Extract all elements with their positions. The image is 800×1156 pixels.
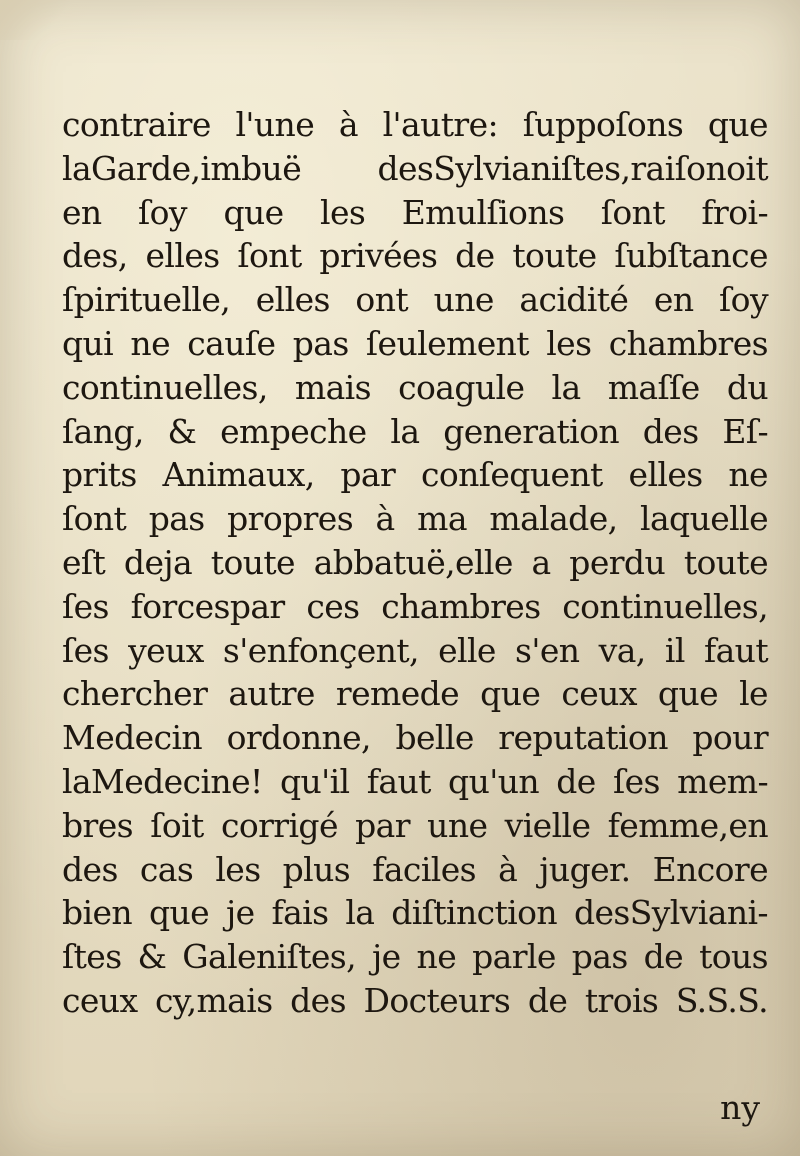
text-line-15: Medecin ordonne, belle reputation pour [62, 718, 768, 758]
text-line-12: ſes forcespar ces chambres continuelles, [62, 586, 768, 626]
text-line-2: laGarde,imbuë desSylvianiſtes,raiſonoit [62, 148, 768, 188]
text-line-9: prits Animaux, par conſequent elles ne [62, 455, 768, 495]
text-line-5: ſpirituelle, elles ont une acidité en ſoy [62, 280, 768, 320]
text-line-19: bien que je fais la diſtinction desSylviani- [62, 893, 768, 933]
text-line-8: ſang, & empeche la generation des Eſ- [62, 411, 768, 451]
page-corner-damage [0, 0, 70, 40]
text-line-17: bres ſoit corrigé par une vielle femme,en [62, 805, 768, 845]
text-line-21: ceux cy,mais des Docteurs de trois S.S.S. [62, 980, 768, 1020]
text-line-20: ſtes & Galeniſtes, je ne parle pas de tous [62, 937, 768, 977]
text-line-4: des, elles ſont privées de toute ſubſtance [62, 236, 768, 276]
text-line-18: des cas les plus faciles à juger. Encore [62, 849, 768, 889]
text-line-3: en ſoy que les Emulſions ſont froi- [62, 192, 768, 232]
text-line-13: ſes yeux s'enfonçent, elle s'en va, il faut [62, 630, 768, 670]
text-line-6: qui ne cauſe pas ſeulement les chambres [62, 323, 768, 363]
text-line-1: contraire l'une à l'autre: ſuppoſons que [62, 105, 768, 144]
text-line-7: continuelles, mais coagule la maſſe du [62, 367, 768, 407]
text-line-10: ſont pas propres à ma malade, laquelle [62, 499, 768, 539]
text-line-11: eſt deja toute abbatuë,elle a perdu toute [62, 542, 768, 582]
catchword: ny [720, 1088, 760, 1127]
body-text [62, 103, 768, 1023]
text-line-14: chercher autre remede que ceux que le [62, 674, 768, 714]
text-line-16: laMedecine! qu'il faut qu'un de ſes mem- [62, 761, 768, 801]
